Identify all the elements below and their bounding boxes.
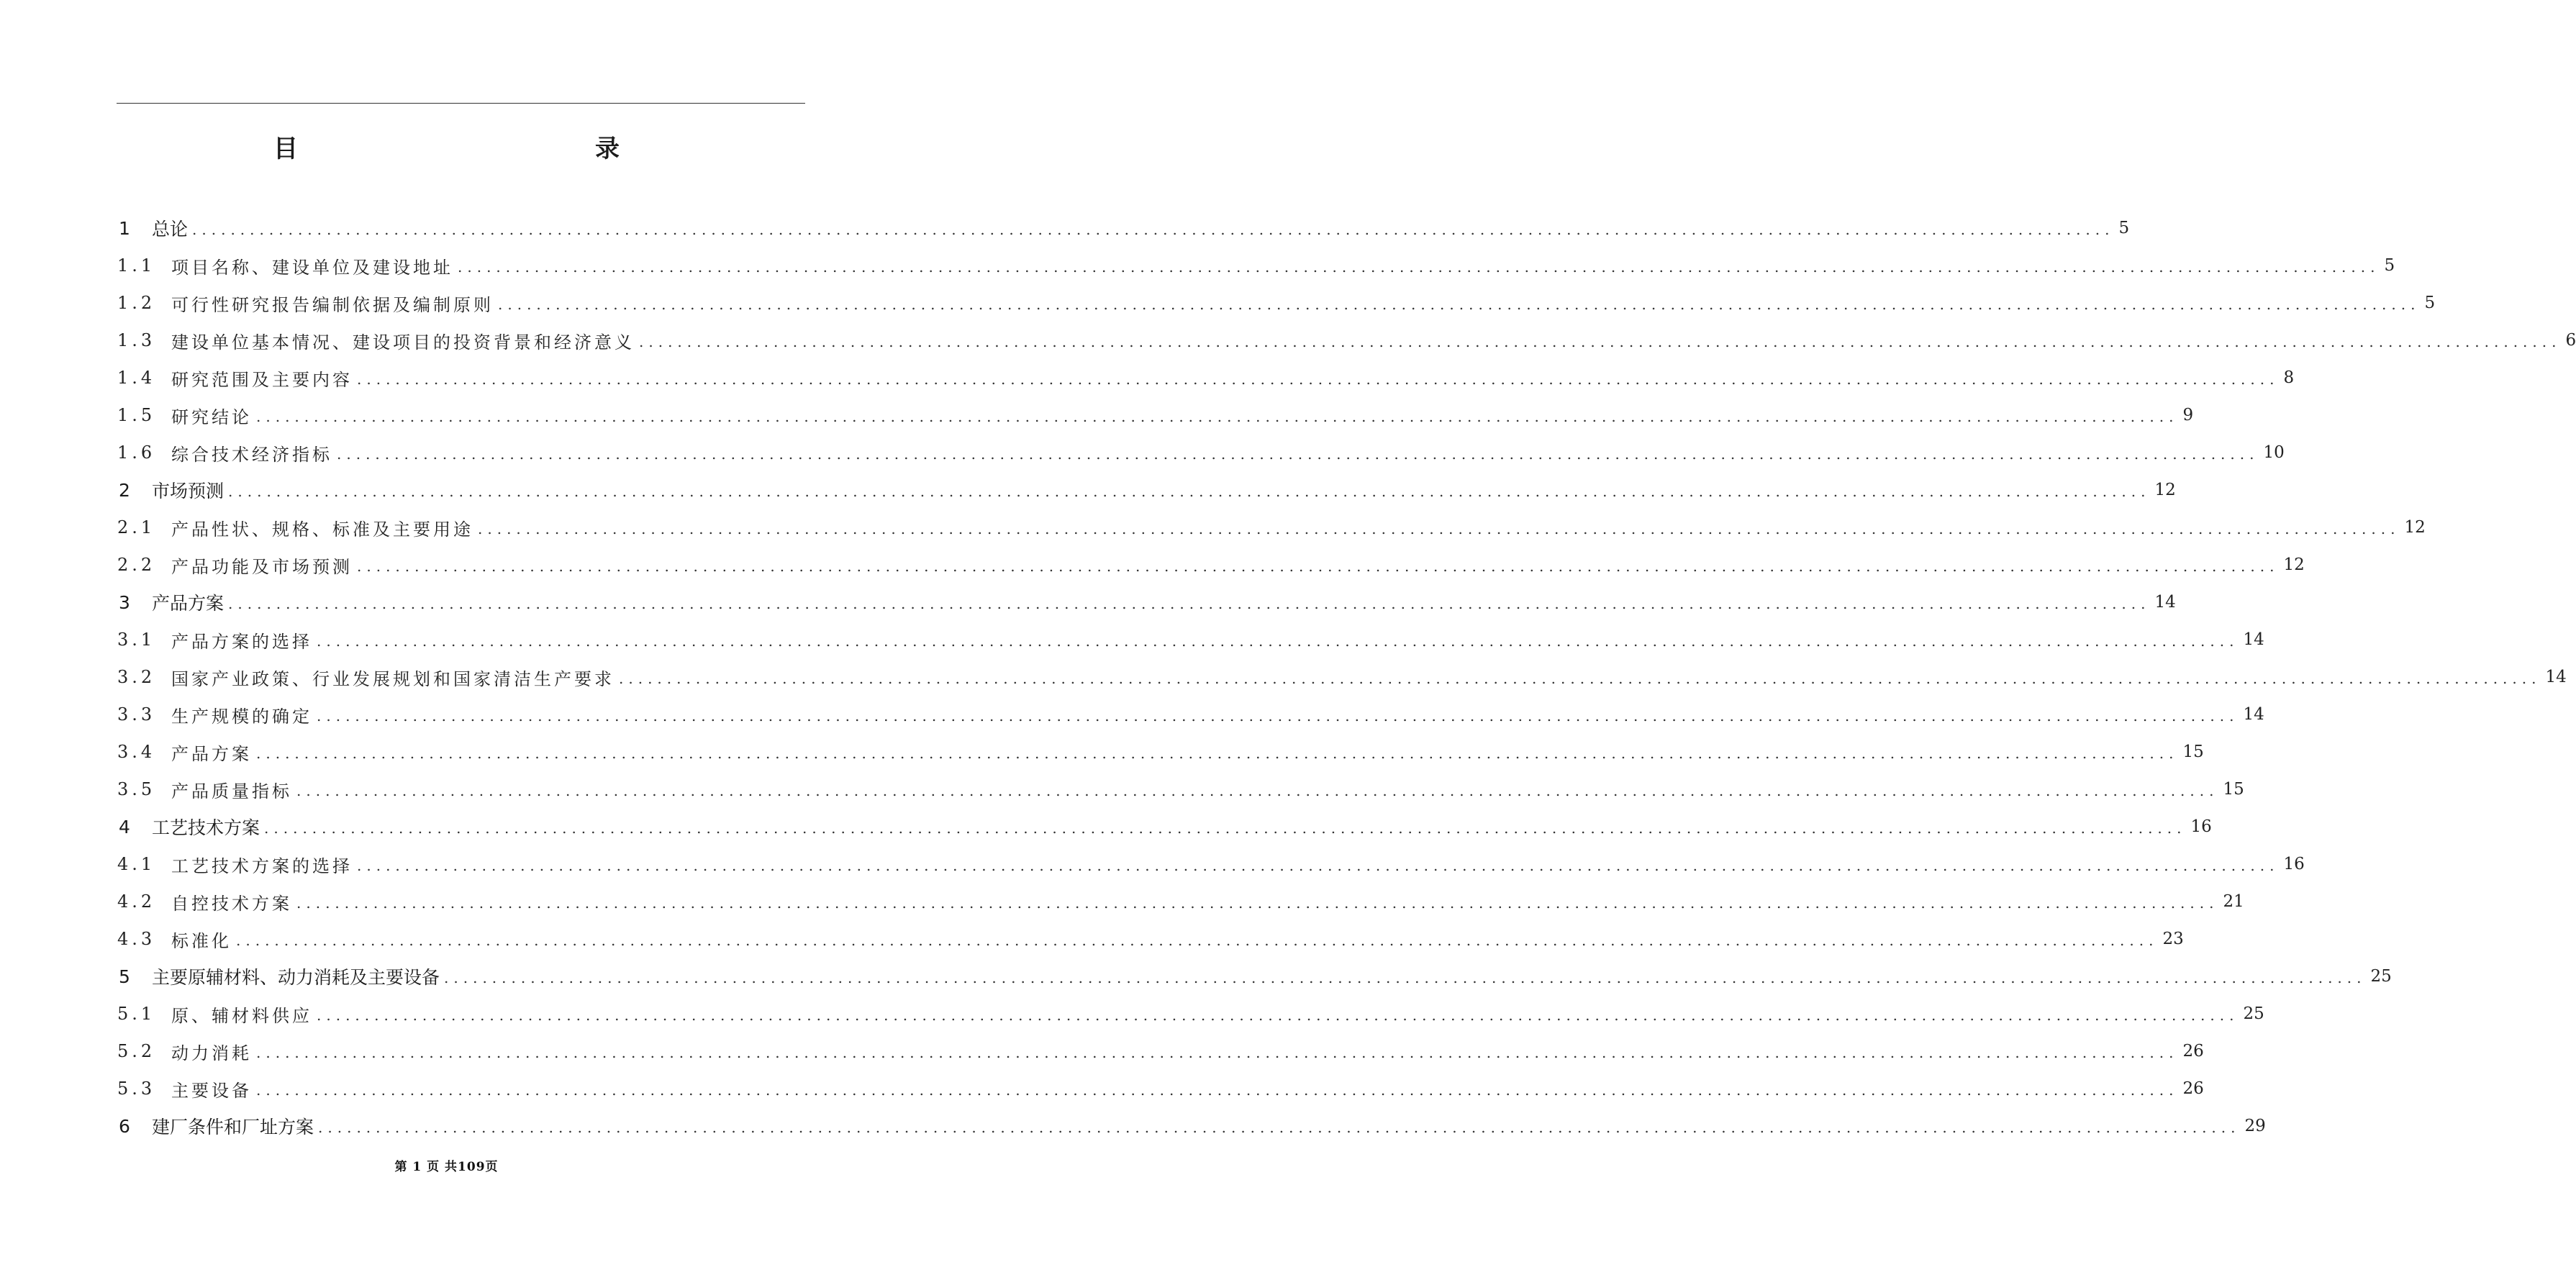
- toc-entry-number: 1.4: [117, 368, 156, 388]
- toc-page-number: 10: [2263, 443, 2285, 462]
- toc-entry-title: 市场预测: [152, 481, 225, 501]
- toc-section-row[interactable]: [117, 845, 2305, 883]
- toc-section-row[interactable]: [117, 920, 2184, 958]
- toc-page-number: 5: [2118, 219, 2130, 237]
- toc-dot-leader: ........................................................................................................................................................................................................: [296, 782, 2219, 799]
- toc-dot-leader: ........................................................................................................................................................................................................: [256, 408, 2179, 425]
- toc-page-number: 5: [2424, 294, 2436, 312]
- toc-dot-leader: ........................................................................................................................................................................................................: [357, 371, 2280, 388]
- toc-page-number: 9: [2182, 406, 2194, 425]
- toc-chapter-row[interactable]: [117, 958, 2392, 995]
- toc-entry-title: 总论: [152, 219, 189, 240]
- header-rule: [117, 103, 805, 104]
- toc-entry-title: 项目名称、建设单位及建设地址: [171, 257, 453, 278]
- toc-page-number: 14: [2154, 593, 2176, 612]
- toc-page-number: 6: [2565, 331, 2576, 350]
- toc-dot-leader: ........................................................................................................................................................................................................: [256, 1081, 2179, 1099]
- toc-page-number: 14: [2545, 668, 2567, 686]
- toc-entry-number: 5.3: [117, 1079, 156, 1099]
- toc-dot-leader: ........................................................................................................................................................................................................: [498, 296, 2421, 313]
- toc-dot-leader: ........................................................................................................................................................................................................: [256, 745, 2179, 762]
- toc-section-row[interactable]: [117, 509, 2426, 546]
- toc-dot-leader: ........................................................................................................................................................................................................: [357, 558, 2280, 575]
- toc-entry-title: 可行性研究报告编制依据及编制原则: [171, 294, 494, 315]
- toc-page-number: 26: [2182, 1042, 2204, 1061]
- toc-entry-number: 1.1: [117, 255, 156, 276]
- toc-entry-title: 产品方案: [152, 593, 225, 614]
- toc-entry-number: 3.3: [117, 704, 156, 725]
- toc-dot-leader: ........................................................................................................................................................................................................: [444, 969, 2367, 986]
- toc-entry-number: 1.2: [117, 293, 156, 313]
- toc-entry-title: 建厂条件和厂址方案: [152, 1117, 314, 1138]
- toc-entry-title: 产品功能及市场预测: [171, 556, 353, 577]
- toc-entry-number: 4.3: [117, 929, 156, 949]
- toc-entry-number: 6: [119, 1115, 130, 1137]
- toc-entry-title: 自控技术方案: [171, 893, 292, 914]
- toc-page-number: 12: [2404, 518, 2426, 537]
- page-footer: 第 1 页 共109页: [394, 1160, 499, 1174]
- toc-entry-title: 主要设备: [171, 1080, 252, 1101]
- toc-dot-leader: ........................................................................................................................................................................................................: [296, 894, 2219, 912]
- toc-dot-leader: ........................................................................................................................................................................................................: [236, 932, 2159, 949]
- toc-entry-number: 2.1: [117, 517, 156, 537]
- toc-section-row[interactable]: [117, 733, 2204, 771]
- toc-entry-number: 3.5: [117, 779, 156, 799]
- toc-entry-number: 4.2: [117, 891, 156, 912]
- toc-page-number: 21: [2223, 892, 2244, 911]
- toc-page-number: 26: [2182, 1079, 2204, 1098]
- toc-entry-number: 4: [119, 816, 130, 837]
- toc-entry-title: 研究结论: [171, 407, 252, 427]
- toc-dot-leader: ........................................................................................................................................................................................................: [357, 857, 2280, 874]
- toc-section-row[interactable]: [117, 322, 2576, 359]
- toc-section-row[interactable]: [117, 1070, 2204, 1107]
- toc-section-row[interactable]: [117, 284, 2436, 322]
- toc-entry-number: 2: [119, 479, 130, 501]
- toc-entry-title: 产品方案: [171, 743, 252, 764]
- toc-section-row[interactable]: [117, 1032, 2204, 1070]
- toc-entry-number: 1: [119, 217, 130, 239]
- toc-entry-number: 4.1: [117, 854, 156, 874]
- toc-page-number: 25: [2370, 967, 2392, 986]
- toc-section-row[interactable]: [117, 434, 2285, 471]
- toc-chapter-row[interactable]: [117, 584, 2176, 621]
- toc-entry-number: 1.3: [117, 330, 156, 350]
- toc-page-number: 8: [2283, 368, 2295, 387]
- toc-entry-title: 研究范围及主要内容: [171, 369, 353, 390]
- toc-section-row[interactable]: [117, 696, 2264, 733]
- toc-dot-leader: ........................................................................................................................................................................................................: [318, 1119, 2241, 1136]
- toc-dot-leader: ........................................................................................................................................................................................................: [458, 258, 2380, 276]
- toc-dot-leader: ........................................................................................................................................................................................................: [228, 595, 2151, 612]
- toc-page-number: 16: [2283, 855, 2305, 873]
- toc-page-number: 12: [2154, 481, 2176, 499]
- toc-entry-title: 动力消耗: [171, 1043, 252, 1063]
- toc-page-number: 16: [2190, 817, 2212, 836]
- toc-entry-title: 产品方案的选择: [171, 631, 312, 652]
- toc-section-row[interactable]: [117, 658, 2567, 696]
- toc-page-number: 25: [2243, 1004, 2264, 1023]
- toc-section-row[interactable]: [117, 621, 2264, 658]
- toc-entry-title: 建设单位基本情况、建设项目的投资背景和经济意义: [171, 332, 635, 353]
- toc-page-number: 15: [2223, 780, 2244, 799]
- toc-dot-leader: ........................................................................................................................................................................................................: [264, 820, 2187, 837]
- toc-section-row[interactable]: [117, 771, 2244, 808]
- toc-page-number: 23: [2162, 930, 2184, 948]
- toc-dot-leader: ........................................................................................................................................................................................................: [192, 221, 2115, 238]
- toc-chapter-row[interactable]: [117, 808, 2212, 845]
- toc-entry-title: 生产规模的确定: [171, 706, 312, 727]
- toc-entry-number: 3: [119, 591, 130, 613]
- toc-dot-leader: ........................................................................................................................................................................................................: [317, 1007, 2239, 1024]
- toc-page-number: 15: [2182, 743, 2204, 761]
- toc-entry-number: 5: [119, 966, 130, 987]
- toc-entry-number: 3.2: [117, 667, 156, 687]
- toc-section-row[interactable]: [117, 359, 2295, 396]
- toc-page-number: 14: [2243, 630, 2264, 649]
- toc-entry-title: 标准化: [171, 930, 232, 951]
- toc-dot-leader: ........................................................................................................................................................................................................: [317, 707, 2239, 725]
- toc-dot-leader: ........................................................................................................................................................................................................: [256, 1044, 2179, 1061]
- toc-dot-leader: ........................................................................................................................................................................................................: [228, 483, 2151, 500]
- toc-entry-number: 3.4: [117, 742, 156, 762]
- toc-entry-title: 工艺技术方案的选择: [171, 855, 353, 876]
- toc-title: 目 录: [273, 135, 702, 163]
- toc-page-number: 5: [2384, 256, 2395, 275]
- toc-entry-title: 原、辅材料供应: [171, 1005, 312, 1026]
- toc-section-row[interactable]: [117, 995, 2264, 1032]
- toc-dot-leader: ........................................................................................................................................................................................................: [639, 333, 2562, 350]
- toc-entry-number: 5.2: [117, 1041, 156, 1061]
- toc-entry-number: 1.5: [117, 405, 156, 425]
- toc-dot-leader: ........................................................................................................................................................................................................: [337, 445, 2259, 463]
- toc-entry-title: 产品性状、规格、标准及主要用途: [171, 519, 473, 540]
- toc-entry-number: 3.1: [117, 630, 156, 650]
- toc-section-row[interactable]: [117, 396, 2194, 434]
- toc-entry-title: 产品质量指标: [171, 781, 292, 802]
- toc-page-number: 14: [2243, 705, 2264, 724]
- toc-entry-number: 1.6: [117, 442, 156, 463]
- toc-entry-title: 主要原辅材料、动力消耗及主要设备: [152, 967, 440, 988]
- toc-entry-title: 工艺技术方案: [152, 817, 260, 838]
- toc-chapter-row[interactable]: [117, 209, 2130, 247]
- toc-section-row[interactable]: [117, 247, 2395, 284]
- toc-list: [117, 209, 2576, 1145]
- toc-entry-title: 国家产业政策、行业发展规划和国家清洁生产要求: [171, 668, 614, 689]
- toc-entry-title: 综合技术经济指标: [171, 444, 332, 465]
- toc-section-row[interactable]: [117, 883, 2244, 920]
- toc-dot-leader: ........................................................................................................................................................................................................: [478, 520, 2400, 537]
- toc-chapter-row[interactable]: [117, 1107, 2266, 1145]
- toc-page-number: 29: [2244, 1117, 2266, 1135]
- toc-chapter-row[interactable]: [117, 471, 2176, 509]
- toc-entry-number: 2.2: [117, 555, 156, 575]
- toc-dot-leader: ........................................................................................................................................................................................................: [619, 670, 2541, 687]
- toc-section-row[interactable]: [117, 546, 2305, 584]
- toc-page-number: 12: [2283, 555, 2305, 574]
- toc-dot-leader: ........................................................................................................................................................................................................: [317, 632, 2239, 650]
- toc-entry-number: 5.1: [117, 1004, 156, 1024]
